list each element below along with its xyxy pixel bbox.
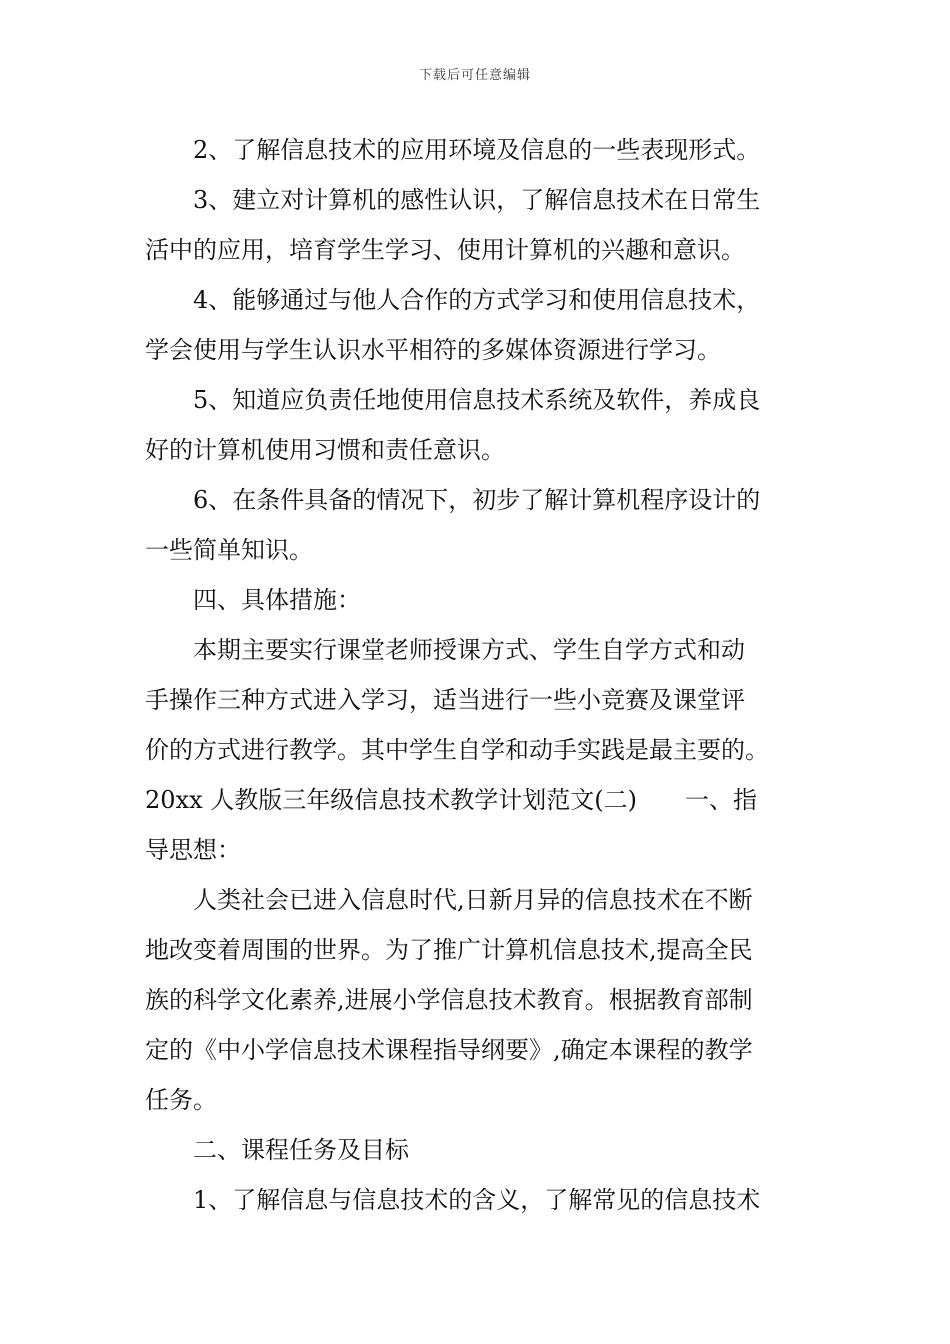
text-line: 四、具体措施： [193, 586, 361, 614]
text-line: 定的《中小学信息技术课程指导纲要》,确定本课程的教学 [145, 1036, 753, 1064]
text-line: 学会使用与学生认识水平相符的多媒体资源进行学习。 [145, 336, 721, 364]
text-line: 好的计算机使用习惯和责任意识。 [145, 436, 505, 464]
text-line: 二、课程任务及目标 [193, 1136, 409, 1164]
text-line: 4、能够通过与他人合作的方式学习和使用信息技术， [193, 286, 761, 314]
text-line: 人类社会已进入信息时代,日新月异的信息技术在不断 [193, 886, 753, 914]
text-line: 任务。 [145, 1086, 217, 1114]
text-line: 导思想： [145, 836, 241, 864]
text-line: 活中的应用，培育学生学习、使用计算机的兴趣和意识。 [145, 236, 745, 264]
text-line: 2、了解信息技术的应用环境及信息的一些表现形式。 [193, 136, 761, 164]
text-line: 3、建立对计算机的感性认识，了解信息技术在日常生 [193, 186, 761, 214]
text-line: 本期主要实行课堂老师授课方式、学生自学方式和动 [193, 636, 745, 664]
paragraph-course-goal-1 [145, 1175, 810, 1225]
paragraph-objective-2 [145, 125, 810, 175]
paragraph-measures [145, 625, 810, 775]
text-line: 地改变着周围的世界。为了推广计算机信息技术,提高全民 [145, 936, 753, 964]
text-line: 价的方式进行教学。其中学生自学和动手实践是最主要的。 [145, 736, 769, 764]
text-line: 一些简单知识。 [145, 536, 313, 564]
paragraph-guiding-thought [145, 875, 810, 1125]
paragraph-objective-4 [145, 275, 810, 375]
document-title-part-two [145, 775, 810, 875]
page-header-note: 下载后可任意编辑 [418, 68, 531, 83]
section-heading-measures [145, 575, 810, 625]
paragraph-objective-5 [145, 375, 810, 475]
section-heading-course-tasks [145, 1125, 810, 1175]
text-line: 手操作三种方式进入学习，适当进行一些小竞赛及课堂评 [145, 686, 745, 714]
text-line: 20xx 人教版三年级信息技术教学计划范文(二) 一、指 [145, 786, 757, 814]
text-line: 族的科学文化素养,进展小学信息技术教育。根据教育部制 [145, 986, 753, 1014]
text-line: 1、了解信息与信息技术的含义，了解常见的信息技术 [193, 1186, 761, 1214]
paragraph-objective-3 [145, 175, 810, 275]
document-body [145, 125, 810, 1225]
text-line: 5、知道应负责任地使用信息技术系统及软件，养成良 [193, 386, 761, 414]
text-line: 6、在条件具备的情况下，初步了解计算机程序设计的 [193, 486, 761, 514]
paragraph-objective-6 [145, 475, 810, 575]
